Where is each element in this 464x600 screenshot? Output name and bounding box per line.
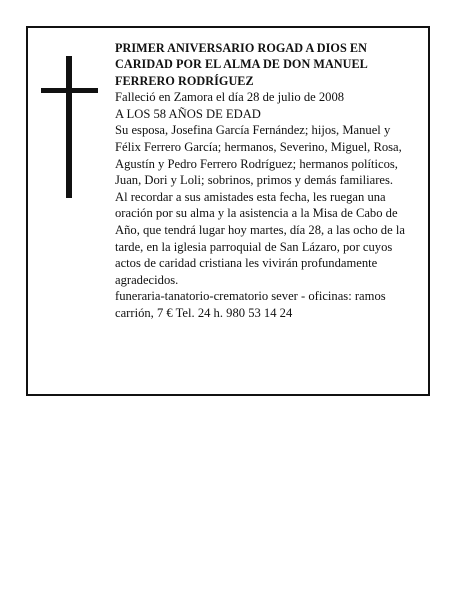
- funeral-home-line: funeraria-tanatorio-crematorio sever - oficinas: ramos carrión, 7 € Tel. 24 h. 980 53 14 24: [115, 289, 386, 320]
- cross-vertical-bar: [66, 56, 72, 198]
- age-line: A LOS 58 AÑOS DE EDAD: [115, 106, 261, 121]
- mass-request-paragraph: Al recordar a sus amistades esta fecha, les ruegan una oración por su alma y la asistencia a la Misa de Cabo de Año, que tendrá lugar hoy martes, día 28, a las ocho de la tarde, en la iglesia parroquial de San Lázaro, por cuyos actos de caridad cristiana les vivirán profundamente agradecidos.: [115, 189, 405, 287]
- cross-horizontal-bar: [41, 88, 98, 93]
- family-paragraph: Su esposa, Josefina García Fernández; hijos, Manuel y Félix Ferrero García; hermanos, Severino, Miguel, Rosa, Agustín y Pedro Ferrero Rodríguez; hermanos políticos, Juan, Dori y Loli; sobrinos, primos y demás familiares.: [115, 123, 402, 188]
- cross-icon: [41, 56, 96, 198]
- obituary-notice: [26, 26, 430, 396]
- notice-text: [115, 40, 415, 322]
- notice-heading: PRIMER ANIVERSARIO ROGAD A DIOS EN CARIDAD POR EL ALMA DE DON MANUEL FERRERO RODRÍGUEZ: [115, 41, 368, 88]
- death-date-line: Falleció en Zamora el día 28 de julio de 2008: [115, 90, 345, 105]
